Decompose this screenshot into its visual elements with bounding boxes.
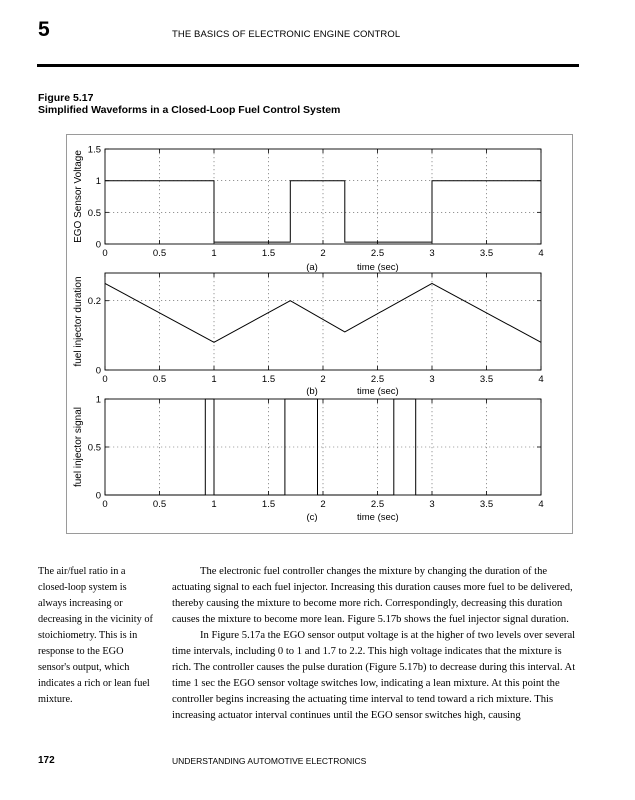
x-tick-label: 2 [320,499,326,510]
x-tick-label: 1 [211,248,217,259]
x-tick-label: 3 [429,499,435,510]
y-tick-label: 1.5 [87,144,101,156]
x-tick-label: 0 [102,248,108,259]
x-tick-label: 1.5 [261,499,276,510]
x-tick-label: 4 [538,374,544,385]
margin-note: The air/fuel ratio in a closed-loop system is always increasing or decreasing in the vicinity of stoichiometry. This is in response to the EGO sensor's output, which indicates a rich or lean fuel mixture. [38,566,153,705]
running-head: THE BASICS OF ELECTRONIC ENGINE CONTROL [172,29,401,40]
y-tick-label: 0 [95,365,101,377]
y-tick-label: 0.5 [87,442,101,454]
x-tick-label: 3.5 [479,374,494,385]
paragraph-2: In Figure 5.17a the EGO sensor output voltage is at the higher of two levels over several time intervals, including 0 to 1 and 1.7 to 2.2. This high voltage indicates that the mixture is rich. The controller causes the pulse duration (Figure 5.17b) to decrease during this interval. At time 1 sec the EGO sensor voltage switches low, indicating a lean mixture. At this point the controller begins increasing the actuating time interval to tend toward a rich mixture. This increasing actuator interval continues until the EGO sensor switches high, causing [172,630,576,721]
x-tick-label: 0.5 [152,374,167,385]
y-axis-label: fuel injector signal [73,406,84,488]
page-number: 172 [38,755,55,766]
y-axis-label: fuel injector duration [73,276,84,367]
y-tick-label: 0.5 [87,207,101,219]
x-axis-label: time (sec) [357,262,399,273]
x-tick-label: 3 [429,248,435,259]
x-tick-label: 0.5 [152,499,167,510]
figure-title: Simplified Waveforms in a Closed-Loop Fuel Control System [38,104,341,116]
panel-label: (c) [306,512,318,523]
running-foot: UNDERSTANDING AUTOMOTIVE ELECTRONICS [172,756,367,766]
panel-label: (b) [306,386,318,397]
y-tick-label: 1 [95,394,101,406]
x-tick-label: 2 [320,374,326,385]
x-tick-label: 3.5 [479,499,494,510]
x-tick-label: 1.5 [261,374,276,385]
x-tick-label: 3 [429,374,435,385]
x-tick-label: 1 [211,374,217,385]
chapter-number: 5 [38,18,50,41]
x-tick-label: 3.5 [479,248,494,259]
x-axis-label: time (sec) [357,512,399,523]
x-tick-label: 0.5 [152,248,167,259]
paragraph-1: The electronic fuel controller changes the mixture by changing the duration of the actuating signal to each fuel injector. Increasing this duration causes more fuel to be delivered, thereby causing the mixture to become more rich. Correspondingly, decreasing this duration causes the mixture to become more lean. Figure 5.17b shows the fuel injector signal duration. [172,566,573,625]
y-tick-label: 0 [95,239,101,251]
y-tick-label: 1 [95,176,101,188]
figure-number: Figure 5.17 [38,92,94,104]
x-axis-label: time (sec) [357,386,399,397]
x-tick-label: 2.5 [370,499,385,510]
x-tick-label: 2.5 [370,374,385,385]
x-tick-label: 4 [538,248,544,259]
x-tick-label: 2 [320,248,326,259]
body-text [172,564,582,724]
y-tick-label: 0 [95,490,101,502]
x-tick-label: 2.5 [370,248,385,259]
x-tick-label: 4 [538,499,544,510]
x-tick-label: 0 [102,499,108,510]
y-axis-label: EGO Sensor Voltage [73,150,84,243]
x-tick-label: 1.5 [261,248,276,259]
x-tick-label: 0 [102,374,108,385]
y-tick-label: 0.2 [87,296,101,308]
x-tick-label: 1 [211,499,217,510]
panel-label: (a) [306,262,318,273]
